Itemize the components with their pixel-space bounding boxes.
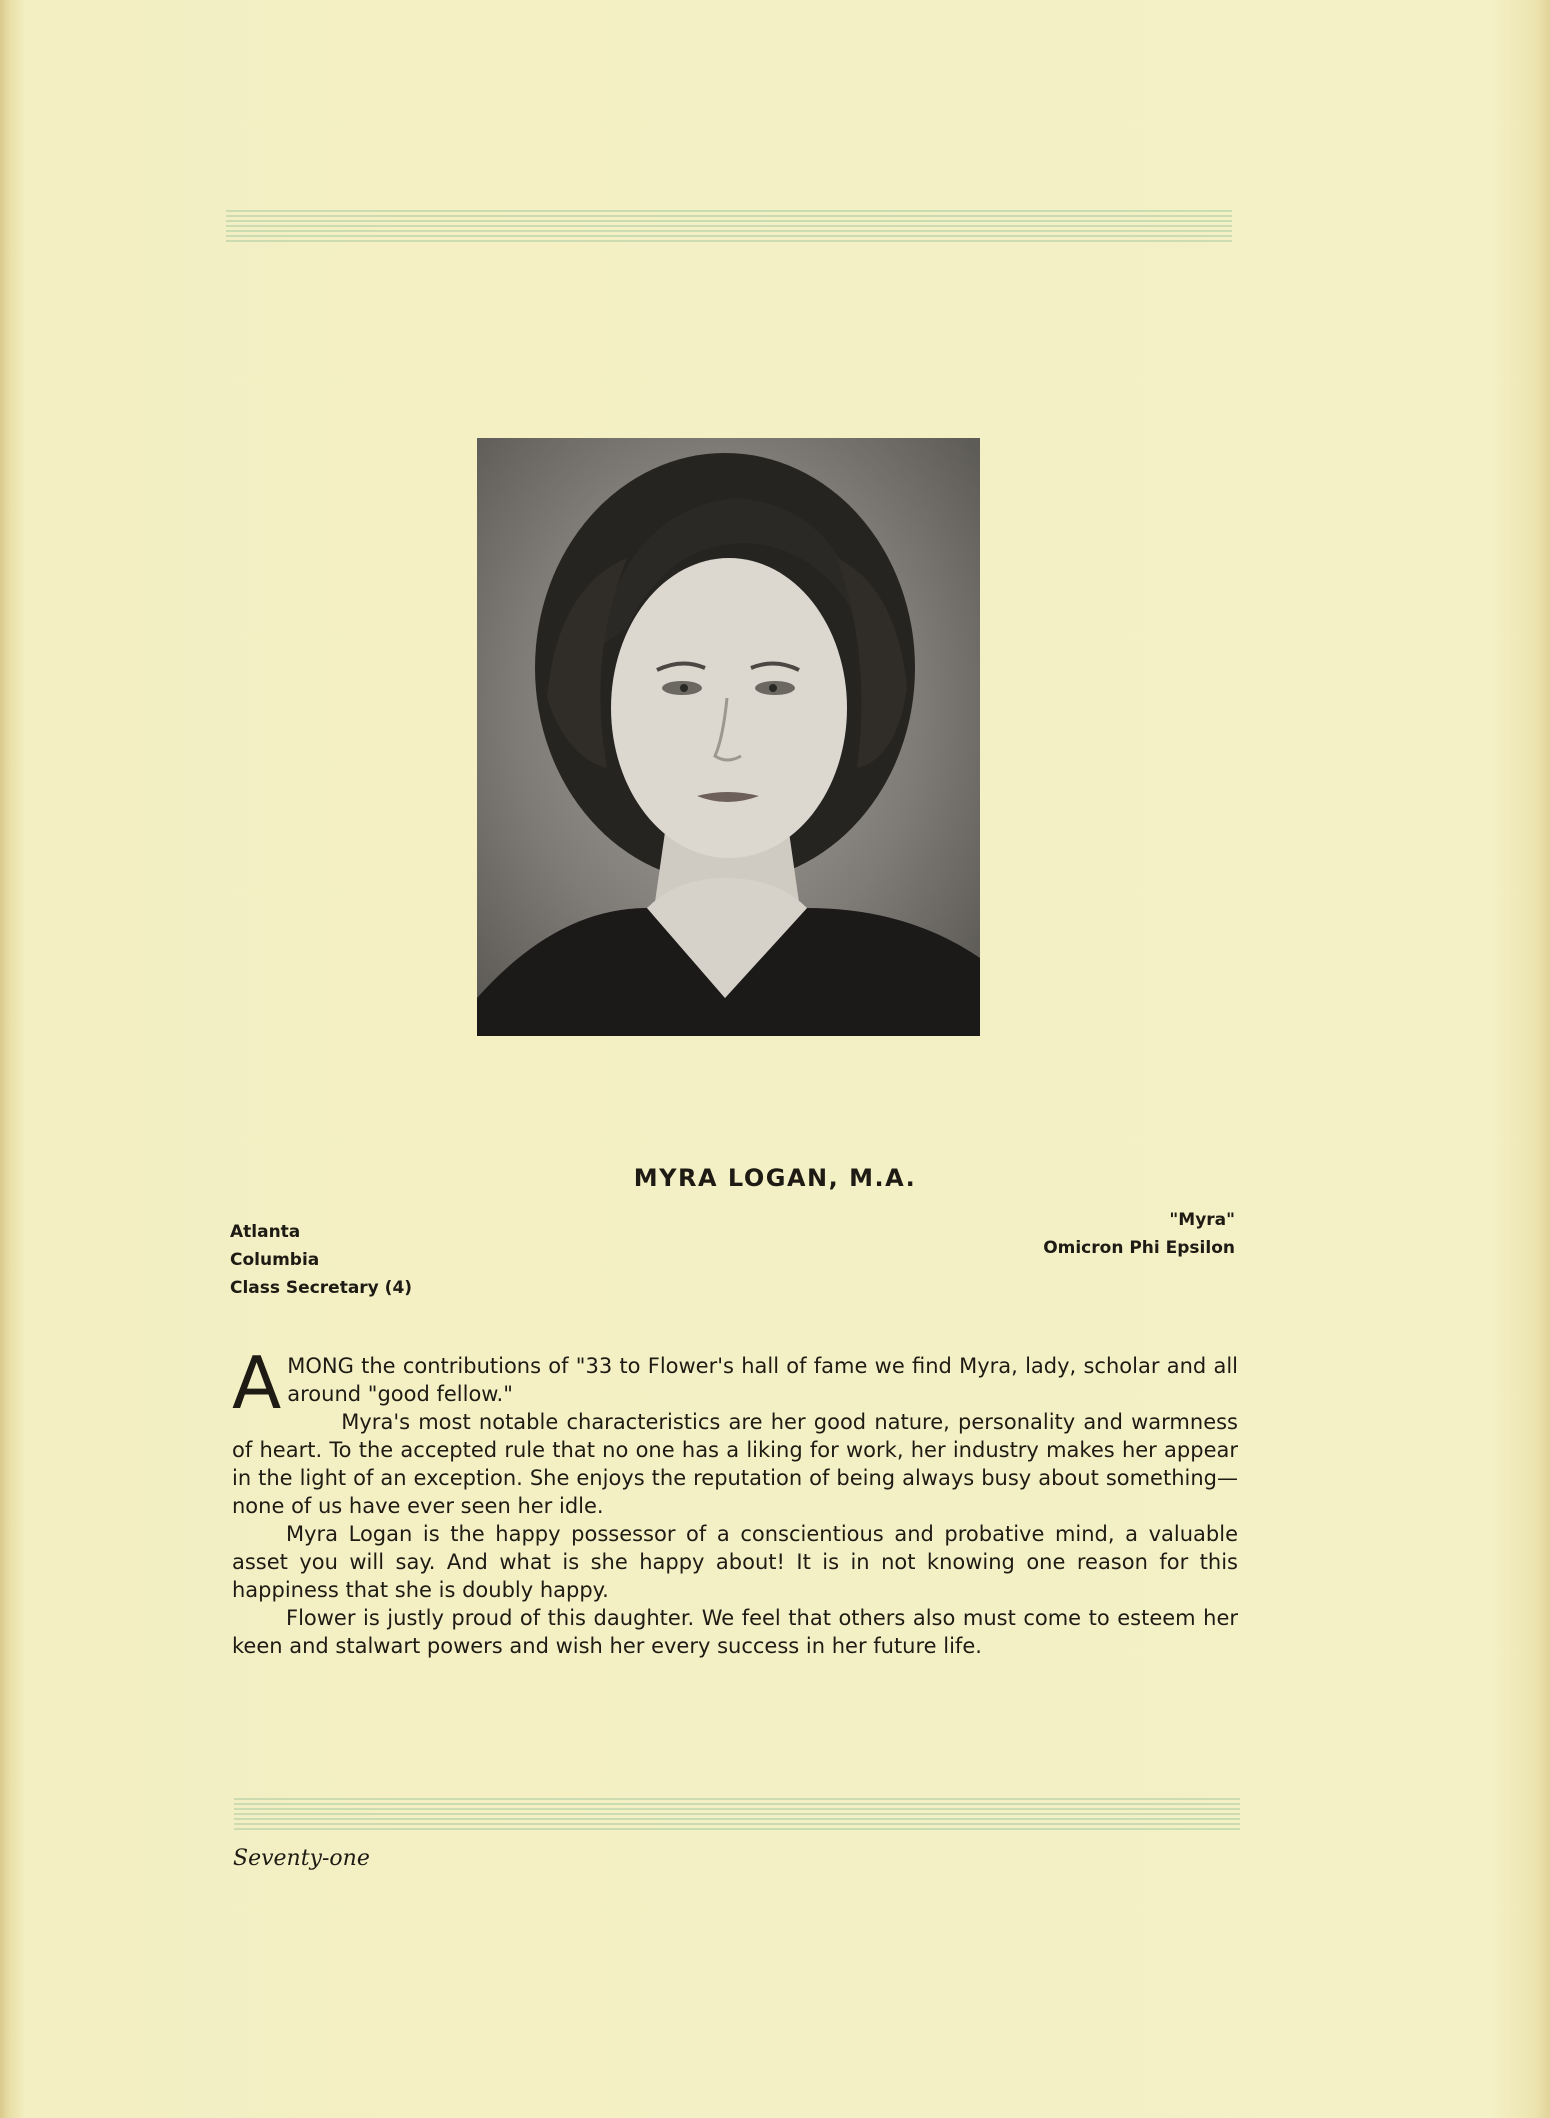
student-details-right — [1043, 1206, 1235, 1262]
student-details-left — [230, 1218, 412, 1302]
class-office: Class Secretary (4) — [230, 1278, 413, 1298]
biography — [232, 1341, 1238, 1660]
page-number: Seventy-one — [233, 1846, 370, 1871]
bio-paragraph: Myra's most notable characteristics are her good nature, personality and warmness of heart. To the accepted rule that no one has a liking for work, her industry makes her appear in the light of an exception. She enjoys the reputation of being always busy about something—none of us have ever seen her idle. — [232, 1410, 1238, 1518]
hometown: Atlanta — [230, 1222, 301, 1242]
previous-school: Columbia — [230, 1250, 320, 1270]
portrait-photo — [477, 438, 980, 1036]
bio-paragraph: AMONG the contributions of "33 to Flower's hall of fame we find Myra, lady, scholar and all around "good fellow." — [232, 1341, 1238, 1425]
page-title: MYRA LOGAN, M.A. — [633, 1164, 917, 1192]
society: Omicron Phi Epsilon — [1043, 1238, 1235, 1258]
bio-paragraph: Myra Logan is the happy possessor of a conscientious and probative mind, a valuable asset you will say. And what is she happy about! It is in not knowing one reason for this happiness that she is doubly happy. — [232, 1522, 1238, 1602]
nickname: "Myra" — [1169, 1210, 1235, 1230]
drop-cap: A — [232, 1341, 282, 1425]
top-decorative-rule — [226, 210, 1232, 242]
bio-paragraph: Flower is justly proud of this daughter. We feel that others also must come to esteem her keen and stalwart powers and wish her every success in her future life. — [232, 1606, 1238, 1658]
bottom-decorative-rule — [234, 1798, 1240, 1830]
